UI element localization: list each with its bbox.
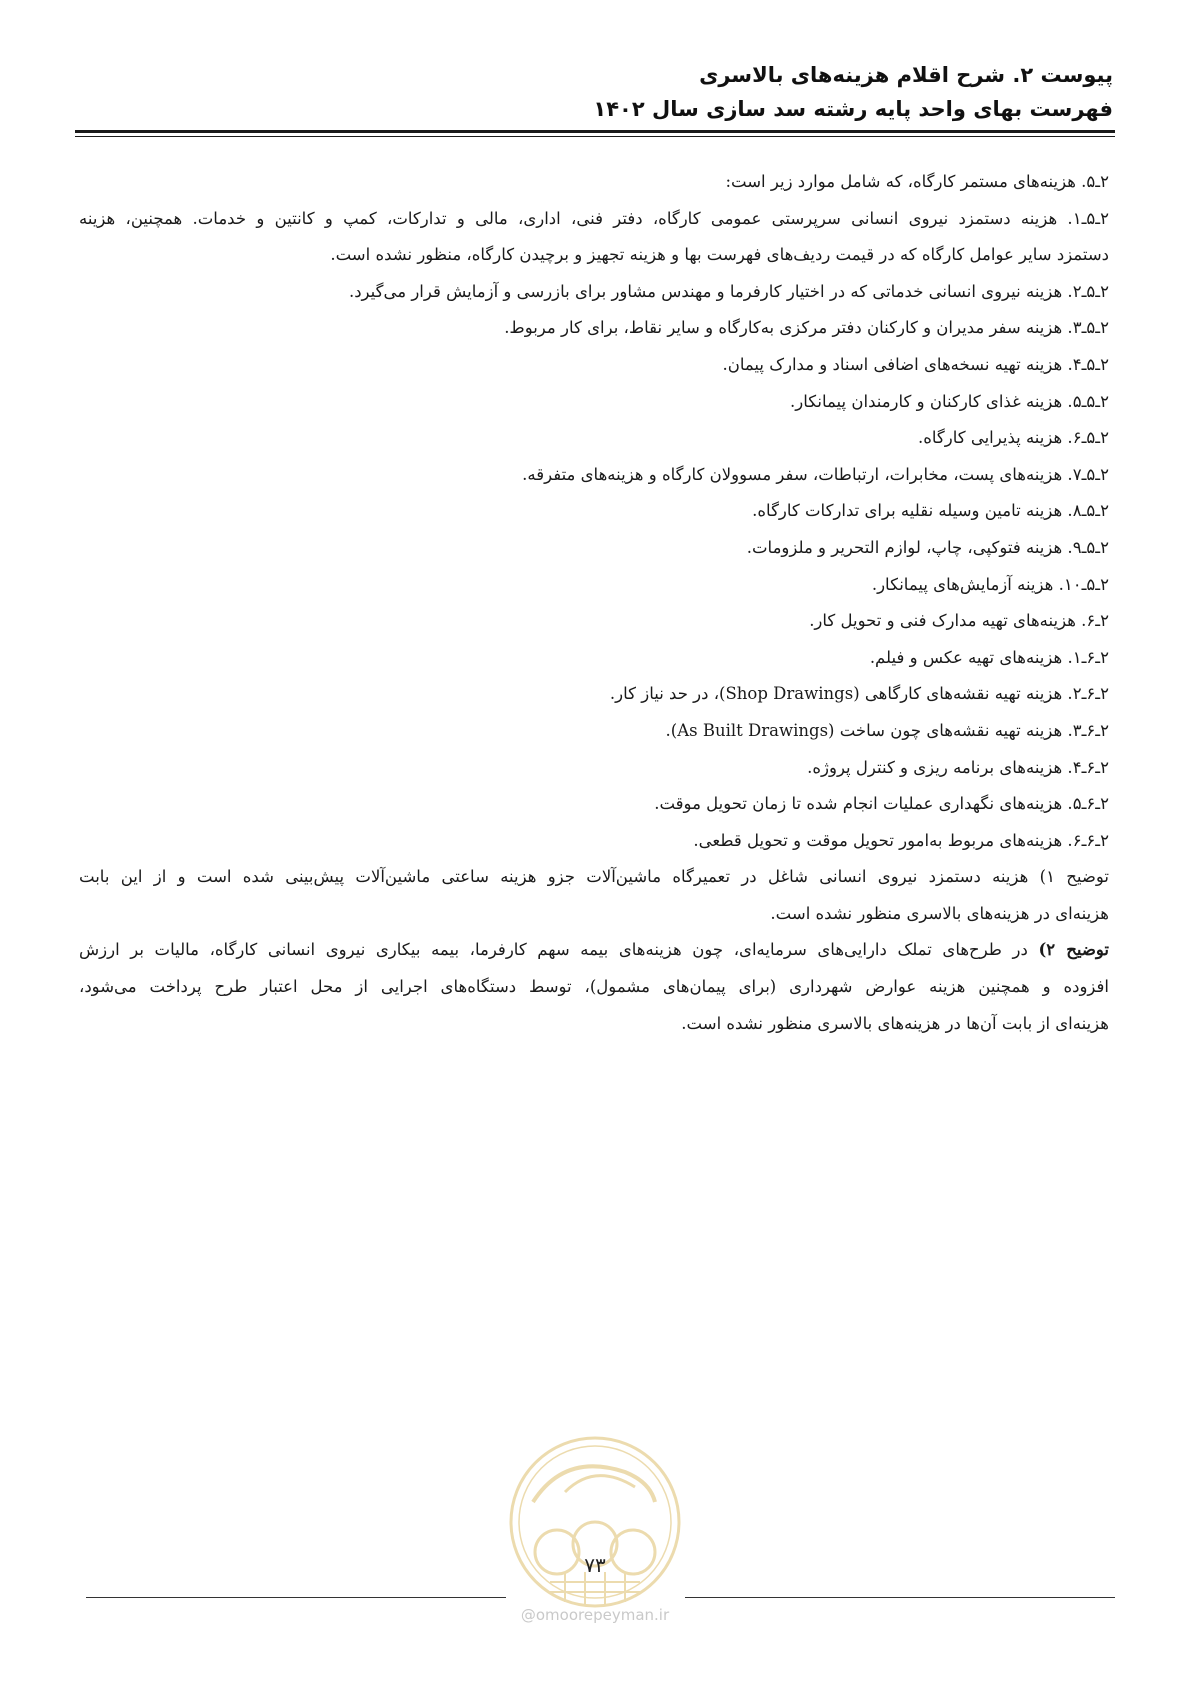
page-header [78, 58, 1113, 126]
note-2-text: در طرح‌های تملک دارایی‌های سرمایه‌ای، چون هزینه‌های بیمه سهم کارفرما، بیمه بیکاری نیروی انسانی کارگاه، مالیات بر ارزش [79, 940, 1039, 960]
note-1-line: هزینه‌ای در هزینه‌های بالاسری منظور نشده است. [770, 903, 1109, 923]
text-line: ۲ـ۶ـ۶. هزینه‌های مربوط به‌امور تحویل موقت و تحویل قطعی. [693, 830, 1109, 850]
note-1 [79, 859, 1109, 932]
text-line: ۲ـ۵ـ۶. هزینه پذیرایی کارگاه. [917, 428, 1109, 448]
text-line: ۲ـ۶ـ۳. هزینه تهیه نقشه‌های چون ساخت (As Built Drawings). [665, 720, 1109, 740]
text-line: ۲ـ۵ـ۵. هزینه غذای کارکنان و کارمندان پیمانکار. [790, 391, 1109, 411]
text-line: ۲ـ۵ـ۸. هزینه تامین وسیله نقلیه برای تدارکات کارگاه. [752, 501, 1109, 521]
text-line: ۲ـ۶. هزینه‌های تهیه مدارک فنی و تحویل کار. [809, 611, 1109, 631]
note-2-label: توضیح ۲) [1038, 940, 1109, 960]
note-2 [79, 932, 1109, 1042]
text-line: ۲ـ۶ـ۴. هزینه‌های برنامه ریزی و کنترل پروژه. [807, 757, 1109, 777]
footer-rule [685, 1597, 1115, 1598]
text-line: ۲ـ۵ـ۳. هزینه سفر مدیران و کارکنان دفتر مرکزی به‌کارگاه و سایر نقاط، برای کار مربوط. [504, 318, 1109, 338]
header-title: پیوست ۲. شرح اقلام هزینه‌های بالاسری [699, 63, 1113, 87]
header-subtitle: فهرست بهای واحد پایه رشته سد سازی سال ۱۴۰۲ [593, 97, 1113, 121]
watermark-text: @omoorepeyman.ir [520, 1606, 670, 1624]
note-2-line: افزوده و همچنین هزینه عوارض شهرداری (برای پیمان‌های مشمول)، توسط دستگاه‌های اجرایی از محل اعتبار طرح پرداخت می‌شود، [79, 977, 1109, 997]
text-line: ۲ـ۵ـ۷. هزینه‌های پست، مخابرات، ارتباطات، سفر مسوولان کارگاه و هزینه‌های متفرقه. [522, 464, 1109, 484]
note-2-line [79, 932, 1109, 969]
note-2-line: هزینه‌ای از بابت آن‌ها در هزینه‌های بالاسری منظور نشده است. [681, 1013, 1109, 1033]
text-line: ۲ـ۵. هزینه‌های مستمر کارگاه، که شامل موارد زیر است: [725, 172, 1109, 191]
text-line: ۲ـ۵ـ۱۰. هزینه آزمایش‌های پیمانکار. [871, 574, 1109, 594]
text-line: ۲ـ۵ـ۱. هزینه دستمزد نیروی انسانی سرپرستی عمومی کارگاه، دفتر فنی، اداری، مالی و تدارکات، کمپ و کانتین و خدمات. همچنین، هزینه [79, 208, 1109, 228]
footer-rule [86, 1597, 506, 1598]
page-number: ۷۳ [584, 1553, 606, 1577]
text-line: ۲ـ۶ـ۲. هزینه تهیه نقشه‌های کارگاهی (Shop Drawings)، در حد نیاز کار. [609, 684, 1109, 704]
text-line: ۲ـ۶ـ۱. هزینه‌های تهیه عکس و فیلم. [869, 647, 1109, 667]
text-line: ۲ـ۵ـ۲. هزینه نیروی انسانی خدماتی که در اختیار کارفرما و مهندس مشاور برای بازرسی و آزمایش قرار می‌گیرد. [348, 281, 1109, 301]
header-rule-thick [75, 130, 1115, 133]
omoor-e-peyman-seal-icon [505, 1432, 685, 1612]
header-rule-thin [75, 136, 1115, 137]
text-line: دستمزد سایر عوامل کارگاه که در قیمت ردیف‌های فهرست بها و هزینه تجهیز و برچیدن کارگاه، منظور نشده است. [330, 245, 1109, 265]
page-content [79, 164, 1109, 1042]
note-1-line: توضیح ۱) هزینه دستمزد نیروی انسانی شاغل در تعمیرگاه ماشین‌آلات جزو هزینه ساعتی ماشین‌آلات پیش‌بینی شده است و از این بابت [79, 867, 1109, 887]
text-line: ۲ـ۶ـ۵. هزینه‌های نگهداری عملیات انجام شده تا زمان تحویل موقت. [654, 794, 1109, 814]
text-line: ۲ـ۵ـ۹. هزینه فتوکپی، چاپ، لوازم التحریر و ملزومات. [746, 537, 1109, 557]
text-line: ۲ـ۵ـ۴. هزینه تهیه نسخه‌های اضافی اسناد و مدارک پیمان. [722, 354, 1109, 374]
